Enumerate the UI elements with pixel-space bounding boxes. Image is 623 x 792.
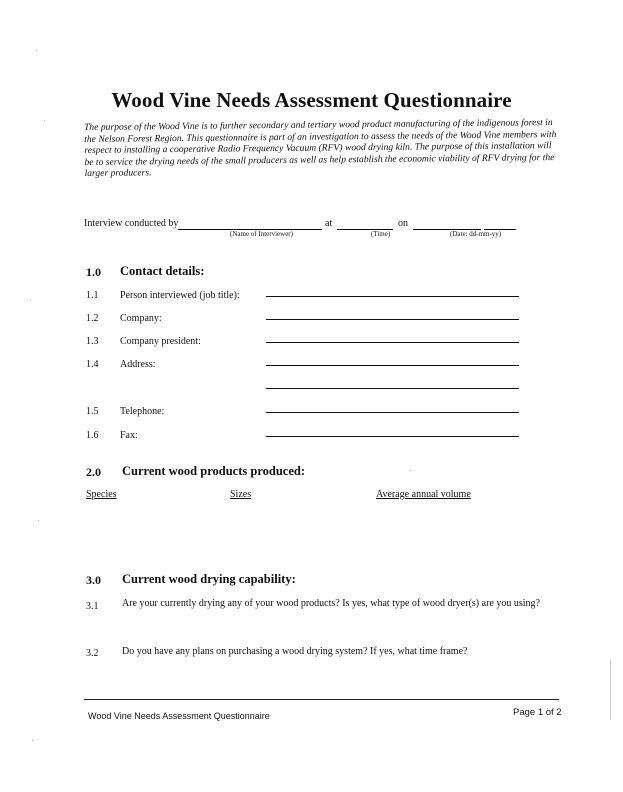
company-label: Company:: [120, 313, 162, 324]
address-field-line1[interactable]: [266, 365, 519, 366]
item-1-4-number: 1.4: [86, 359, 99, 370]
page-number: Page 1 of 2: [513, 707, 562, 718]
item-1-6-number: 1.6: [86, 430, 99, 441]
interviewer-name-caption: (Name of Interviewer): [230, 230, 293, 238]
section3-title: Current wood drying capability:: [122, 572, 296, 586]
intro-paragraph: The purpose of the Wood Vine is to further secondary and tertiary wood product manufacturing of the indigenous forest in the Nelson Forest Region. This questionnaire is part of an investigation to assess the needs of the Wood Vine members with respect to installing a cooperative Radio Frequency Vacuum (RFV) wood drying kiln. The purpose of this installation will be to service the drying needs of the small producers as well as help establish the economic viability of RFV drying for the larger producers.: [84, 117, 557, 180]
section3-number: 3.0: [86, 573, 101, 587]
item-3-1-number: 3.1: [86, 601, 99, 612]
scan-edge-mark: [610, 660, 611, 720]
at-label: at: [325, 218, 333, 229]
interview-label: Interview conducted by: [84, 218, 179, 229]
scan-speck: [32, 740, 33, 741]
company-president-label: Company president:: [120, 336, 201, 347]
item-1-1-number: 1.1: [86, 290, 99, 301]
person-interviewed-field[interactable]: [266, 296, 519, 297]
footer-document-name: Wood Vine Needs Assessment Questionnaire: [88, 711, 270, 721]
section1-title: Contact details:: [120, 264, 205, 278]
on-label: on: [398, 218, 408, 229]
date-caption: (Date: dd-mm-yy): [450, 230, 502, 238]
sizes-column-header: Sizes: [230, 489, 252, 500]
person-interviewed-label: Person interviewed (job title):: [120, 290, 240, 301]
scan-speck: [44, 120, 45, 121]
fax-label: Fax:: [120, 430, 138, 441]
scan-speck: [30, 300, 31, 301]
company-field[interactable]: [266, 319, 519, 320]
time-caption: (Time): [371, 230, 391, 238]
purchase-plans-question: Do you have any plans on purchasing a wood drying system? If yes, what time frame?: [122, 646, 468, 657]
item-3-2-number: 3.2: [86, 648, 99, 659]
scan-speck: [38, 520, 39, 521]
item-1-3-number: 1.3: [86, 336, 99, 347]
section1-number: 1.0: [86, 265, 101, 279]
scan-speck: [410, 470, 411, 471]
item-1-5-number: 1.5: [86, 406, 99, 417]
page-title: Wood Vine Needs Assessment Questionnaire: [111, 88, 512, 112]
scan-speck: [36, 50, 37, 51]
section2-title: Current wood products produced:: [122, 464, 306, 478]
telephone-label: Telephone:: [120, 406, 165, 417]
footer-divider: [84, 699, 559, 700]
fax-field[interactable]: [266, 436, 519, 437]
section2-number: 2.0: [86, 465, 101, 479]
company-president-field[interactable]: [266, 342, 519, 343]
drying-question: Are your currently drying any of your wood products? Is yes, what type of wood dryer(s) are you using?: [122, 598, 540, 609]
item-1-2-number: 1.2: [86, 313, 99, 324]
interview-line: [84, 218, 524, 244]
annual-volume-column-header: Average annual volume: [376, 489, 471, 500]
telephone-field[interactable]: [266, 412, 519, 413]
address-field-line2[interactable]: [266, 388, 519, 389]
species-column-header: Species: [86, 489, 117, 500]
address-label: Address:: [120, 359, 156, 370]
